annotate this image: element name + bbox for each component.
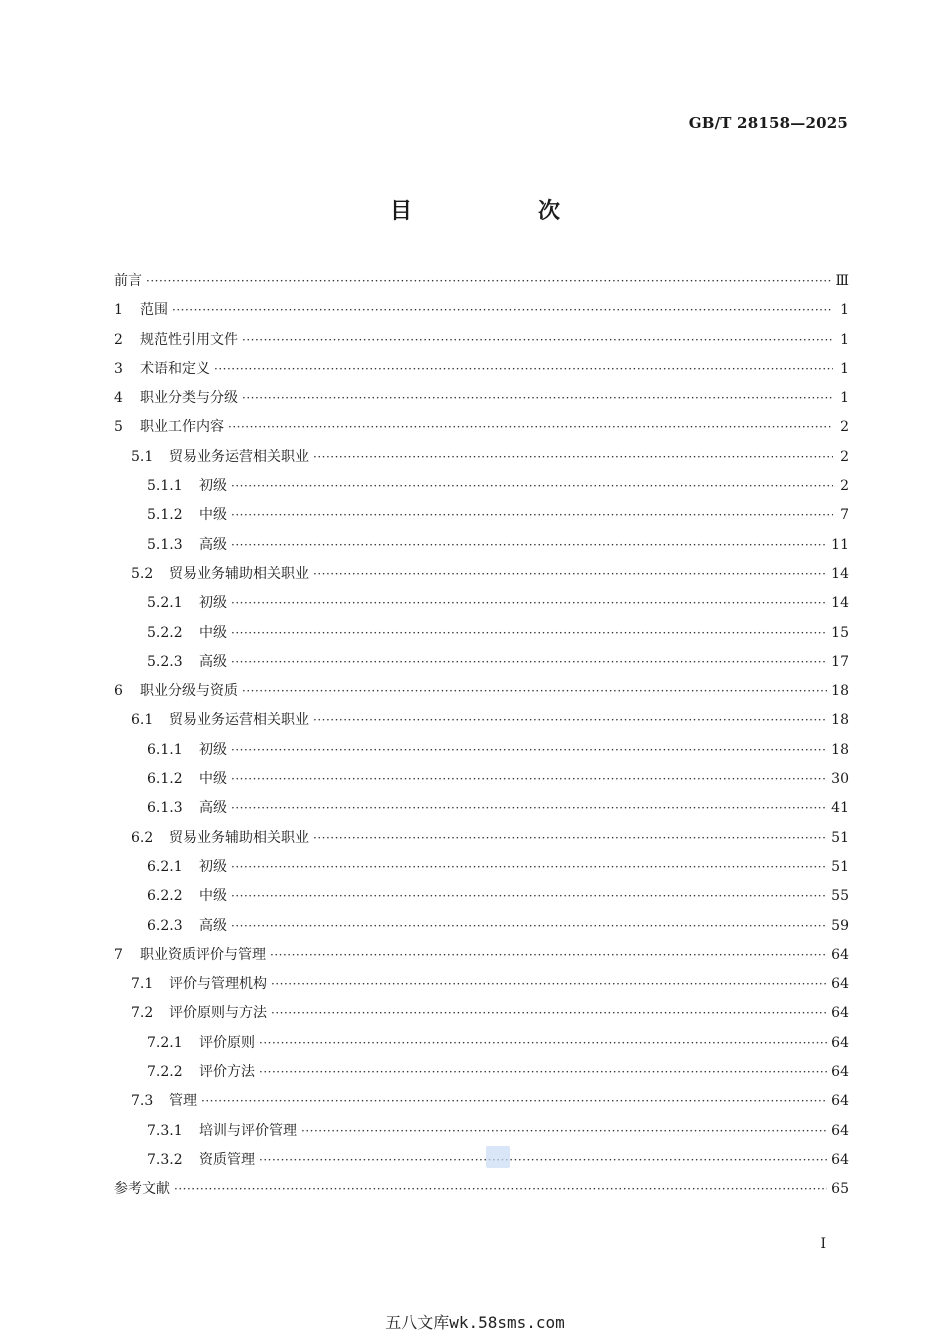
toc-entry[interactable]: [114, 680, 849, 709]
toc-entry-page: 64: [831, 1093, 849, 1110]
toc-dot-leader: [242, 684, 827, 698]
toc-entry-number: 5.2.3: [147, 653, 183, 670]
toc-entry[interactable]: [114, 329, 849, 358]
toc-entry-page: 2: [840, 419, 849, 436]
watermark-mark: [486, 1146, 510, 1168]
toc-dot-leader: [231, 772, 827, 786]
toc-entry[interactable]: [114, 387, 849, 416]
toc-entry[interactable]: [114, 1178, 849, 1207]
toc-dot-leader: [231, 479, 833, 493]
toc-entry-page: 30: [831, 771, 849, 788]
toc-entry-page: 18: [831, 741, 849, 758]
toc-dot-leader: [174, 1182, 827, 1196]
toc-entry[interactable]: [114, 973, 849, 1002]
toc-entry-page: 1: [840, 390, 849, 407]
toc-entry-label: 高级: [199, 800, 227, 817]
toc-entry-label: 中级: [199, 507, 227, 524]
toc-entry-label: 贸易业务运营相关职业: [169, 712, 309, 729]
toc-entry[interactable]: [114, 1061, 849, 1090]
toc-dot-leader: [201, 1094, 827, 1108]
toc-entry-page: 64: [831, 1122, 849, 1139]
toc-dot-leader: [259, 1036, 827, 1050]
toc-entry-label: 中级: [199, 888, 227, 905]
toc-entry-number: 3: [114, 360, 123, 377]
toc-dot-leader: [231, 626, 827, 640]
toc-entry[interactable]: [114, 622, 849, 651]
toc-entry-label: 初级: [199, 741, 227, 758]
toc-dot-leader: [313, 831, 827, 845]
toc-entry-number: 6.2: [131, 829, 154, 846]
toc-entry-page: 64: [831, 1005, 849, 1022]
toc-entry[interactable]: [114, 504, 849, 533]
toc-entry[interactable]: [114, 1090, 849, 1119]
toc-entry-number: 5.1: [131, 448, 154, 465]
toc-dot-leader: [231, 596, 827, 610]
toc-entry-label: 资质管理: [199, 1151, 255, 1168]
page-number: I: [820, 1236, 826, 1252]
toc-entry-number: 7.1: [131, 976, 154, 993]
toc-entry-label: 评价方法: [199, 1064, 255, 1081]
toc-entry[interactable]: [114, 827, 849, 856]
toc-entry[interactable]: [114, 885, 849, 914]
toc-entry-number: 7.3.2: [147, 1151, 183, 1168]
toc-entry-label: 职业资质评价与管理: [140, 946, 266, 963]
toc-entry-number: 6.1: [131, 712, 154, 729]
toc-dot-leader: [259, 1065, 827, 1079]
toc-entry[interactable]: [114, 739, 849, 768]
toc-entry-label: 术语和定义: [140, 360, 210, 377]
toc-entry-number: 7.2.2: [147, 1064, 183, 1081]
toc-dot-leader: [231, 889, 827, 903]
toc-entry-label: 职业工作内容: [140, 419, 224, 436]
toc-entry-number: 7.3: [131, 1093, 154, 1110]
toc-entry-page: 18: [831, 683, 849, 700]
toc-dot-leader: [231, 801, 827, 815]
toc-entry-label: 初级: [199, 595, 227, 612]
toc-entry[interactable]: [114, 915, 849, 944]
toc-entry-number: 6: [114, 683, 123, 700]
toc-entry-page: 15: [831, 624, 849, 641]
toc-entry-number: 6.1.1: [147, 741, 183, 758]
toc-entry-label: 培训与评价管理: [199, 1122, 297, 1139]
toc-entry[interactable]: [114, 1149, 849, 1178]
toc-entry-number: 6.2.2: [147, 888, 183, 905]
toc-dot-leader: [270, 948, 827, 962]
toc-entry-number: 6.2.3: [147, 917, 183, 934]
toc-entry-page: 1: [840, 302, 849, 319]
toc-entry-page: Ⅲ: [835, 273, 849, 289]
toc-dot-leader: [313, 567, 827, 581]
toc-dot-leader: [242, 391, 833, 405]
toc-entry[interactable]: [114, 1032, 849, 1061]
toc-entry[interactable]: [114, 446, 849, 475]
toc-entry-page: 55: [831, 888, 849, 905]
toc-entry-number: 1: [114, 302, 123, 319]
toc-entry-number: 6.1.2: [147, 771, 183, 788]
toc-entry[interactable]: [114, 856, 849, 885]
table-of-contents: [114, 270, 849, 1208]
toc-entry-page: 2: [840, 448, 849, 465]
toc-entry-label: 参考文献: [114, 1181, 170, 1198]
toc-dot-leader: [231, 860, 827, 874]
toc-entry-label: 高级: [199, 653, 227, 670]
toc-entry-label: 管理: [169, 1093, 197, 1110]
toc-entry-page: 1: [840, 360, 849, 377]
document-id: GB/T 28158—2025: [688, 114, 848, 132]
toc-dot-leader: [214, 362, 833, 376]
toc-entry-number: 7: [114, 946, 123, 963]
toc-entry-number: 5.2.2: [147, 624, 183, 641]
toc-entry-page: 64: [831, 1034, 849, 1051]
toc-dot-leader: [231, 508, 833, 522]
toc-entry-page: 64: [831, 946, 849, 963]
toc-dot-leader: [259, 1153, 827, 1167]
toc-entry[interactable]: [114, 709, 849, 738]
toc-entry[interactable]: [114, 944, 849, 973]
toc-entry-page: 18: [831, 712, 849, 729]
toc-entry-number: 7.3.1: [147, 1122, 183, 1139]
toc-entry[interactable]: [114, 1120, 849, 1149]
toc-entry-number: 4: [114, 390, 123, 407]
toc-entry-number: 5.2: [131, 565, 154, 582]
toc-dot-leader: [146, 274, 831, 288]
toc-entry[interactable]: [114, 1002, 849, 1031]
toc-dot-leader: [231, 919, 827, 933]
toc-dot-leader: [271, 977, 827, 991]
toc-entry[interactable]: [114, 592, 849, 621]
toc-entry-label: 贸易业务辅助相关职业: [169, 565, 309, 582]
toc-entry-page: 65: [831, 1181, 849, 1198]
toc-dot-leader: [301, 1124, 827, 1138]
toc-entry[interactable]: [114, 299, 849, 328]
toc-entry-number: 5.1.2: [147, 507, 183, 524]
toc-dot-leader: [231, 655, 827, 669]
toc-entry-label: 中级: [199, 624, 227, 641]
toc-entry-label: 评价原则: [199, 1034, 255, 1051]
toc-entry-page: 17: [831, 653, 849, 670]
toc-entry-label: 贸易业务运营相关职业: [169, 448, 309, 465]
toc-entry-label: 规范性引用文件: [140, 331, 238, 348]
toc-entry-page: 11: [831, 536, 849, 553]
footer-site-text: 五八文库wk.58sms.com: [385, 1313, 565, 1332]
toc-entry-label: 范围: [140, 302, 168, 319]
toc-entry[interactable]: [114, 651, 849, 680]
toc-entry-page: 1: [840, 331, 849, 348]
toc-entry-label: 贸易业务辅助相关职业: [169, 829, 309, 846]
toc-entry[interactable]: [114, 416, 849, 445]
toc-entry-page: 51: [831, 829, 849, 846]
toc-entry-number: 7.2.1: [147, 1034, 183, 1051]
toc-entry[interactable]: [114, 768, 849, 797]
toc-entry[interactable]: [114, 358, 849, 387]
page-title: 目 次: [389, 199, 612, 224]
toc-dot-leader: [313, 713, 827, 727]
toc-entry-number: 5.2.1: [147, 595, 183, 612]
toc-entry-number: 5.1.1: [147, 478, 183, 495]
toc-entry-number: 7.2: [131, 1005, 154, 1022]
toc-entry-number: 6.2.1: [147, 858, 183, 875]
toc-dot-leader: [228, 420, 833, 434]
toc-entry[interactable]: [114, 563, 849, 592]
toc-entry-number: 5.1.3: [147, 536, 183, 553]
toc-entry-page: 14: [831, 595, 849, 612]
toc-dot-leader: [172, 303, 833, 317]
toc-dot-leader: [271, 1006, 827, 1020]
toc-entry[interactable]: [114, 797, 849, 826]
toc-entry[interactable]: [114, 475, 849, 504]
toc-entry-label: 高级: [199, 917, 227, 934]
toc-entry-page: 41: [831, 800, 849, 817]
toc-entry-page: 59: [831, 917, 849, 934]
toc-entry-number: 2: [114, 331, 123, 348]
toc-entry-label: 前言: [114, 273, 142, 289]
toc-dot-leader: [231, 743, 827, 757]
toc-dot-leader: [242, 333, 833, 347]
toc-entry-label: 评价原则与方法: [169, 1005, 267, 1022]
toc-entry-number: 5: [114, 419, 123, 436]
toc-entry-page: 51: [831, 858, 849, 875]
toc-entry-label: 职业分级与资质: [140, 683, 238, 700]
toc-entry-page: 14: [831, 565, 849, 582]
toc-entry-page: 64: [831, 1151, 849, 1168]
toc-entry-label: 高级: [199, 536, 227, 553]
toc-entry-label: 中级: [199, 771, 227, 788]
toc-dot-leader: [231, 538, 827, 552]
toc-entry[interactable]: [114, 534, 849, 563]
toc-entry-page: 64: [831, 1064, 849, 1081]
toc-entry-page: 2: [840, 478, 849, 495]
toc-entry-label: 评价与管理机构: [169, 976, 267, 993]
toc-entry-page: 64: [831, 976, 849, 993]
toc-entry-label: 初级: [199, 478, 227, 495]
toc-entry-label: 职业分类与分级: [140, 390, 238, 407]
toc-entry[interactable]: [114, 270, 849, 299]
toc-entry-label: 初级: [199, 858, 227, 875]
toc-dot-leader: [313, 450, 833, 464]
toc-entry-number: 6.1.3: [147, 800, 183, 817]
toc-entry-page: 7: [840, 507, 849, 524]
